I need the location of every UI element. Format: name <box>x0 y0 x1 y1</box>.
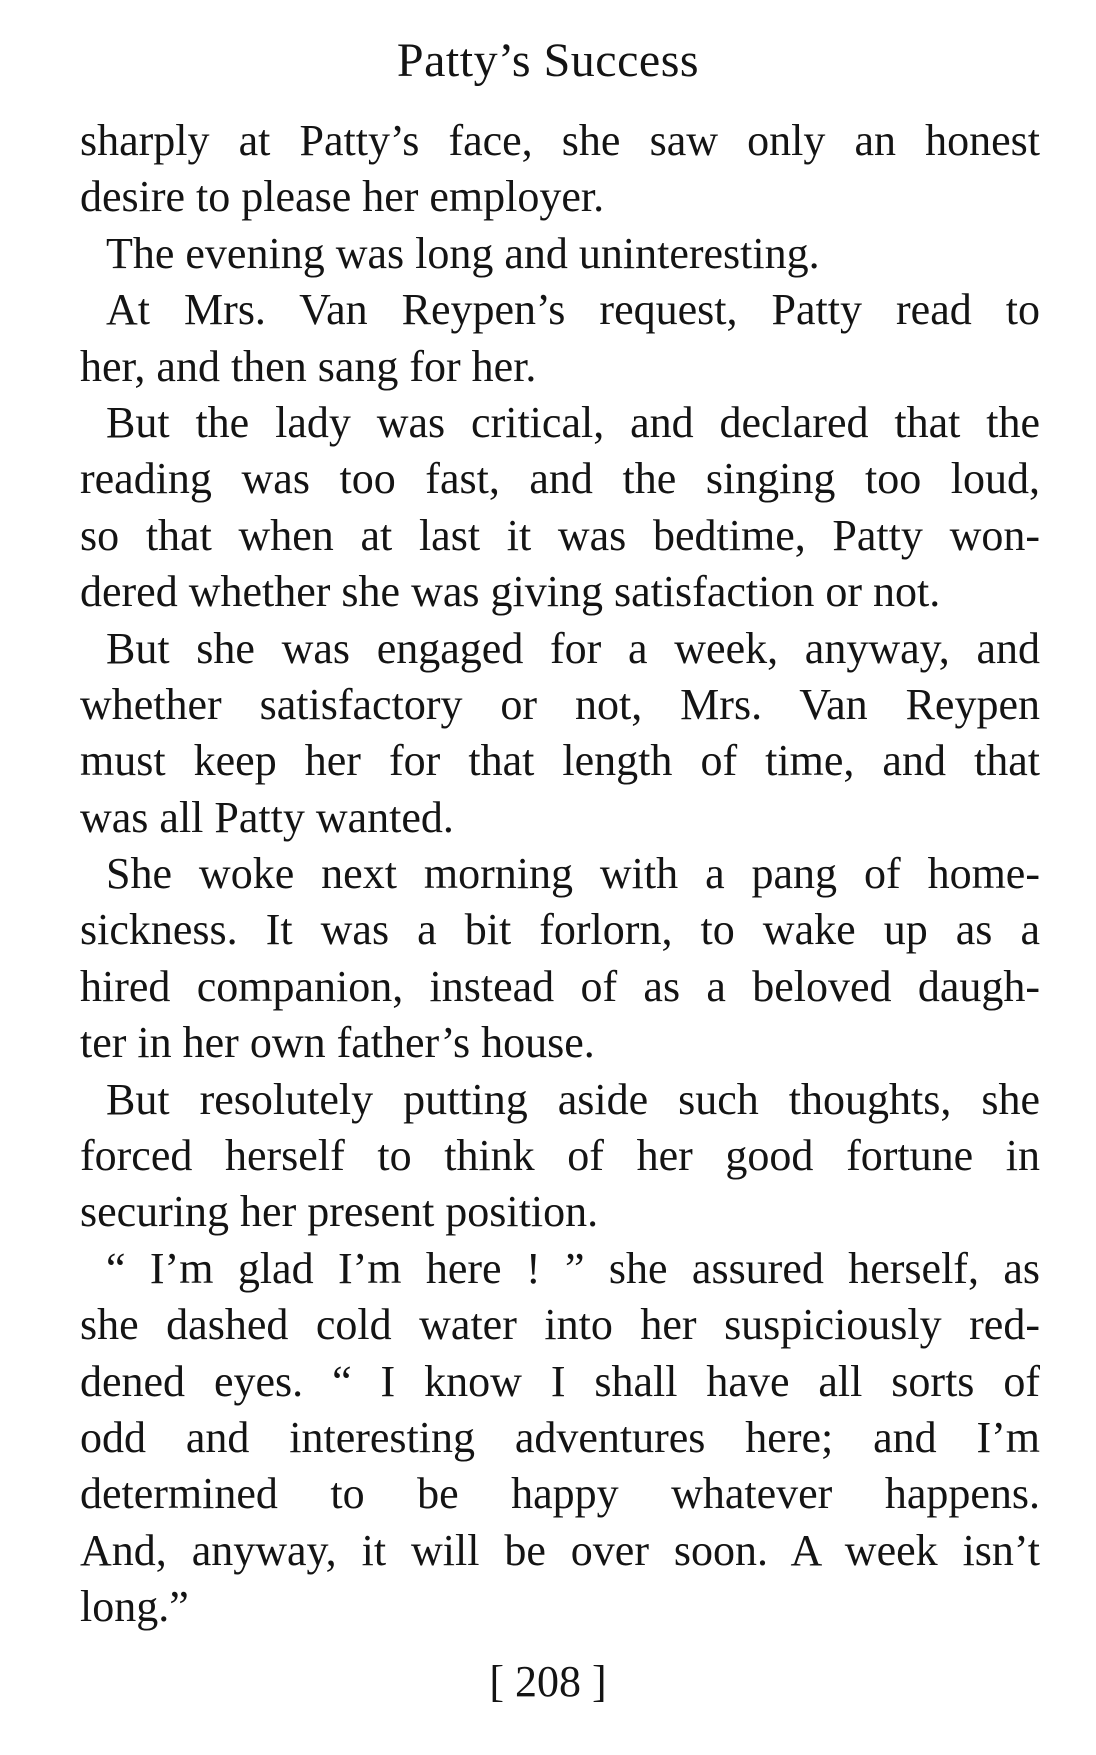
text-line: At Mrs. Van Reypen’s request, Patty read to <box>106 285 1040 335</box>
text-line: But she was engaged for a week, anyway, and <box>106 623 1040 673</box>
text-line: long.” <box>80 1582 189 1632</box>
text-line: desire to please her employer. <box>80 172 605 222</box>
text-line: She woke next morning with a pang of home- <box>106 849 1040 899</box>
text-line: The evening was long and uninteresting. <box>106 228 820 278</box>
text-line: sharply at Patty’s face, she saw only an honest <box>80 116 1040 165</box>
text-line: “ I’m glad I’m here ! ” she assured herself, as <box>106 1243 1040 1293</box>
body-text <box>80 113 1040 1636</box>
page-number: [ 208 ] <box>489 1657 607 1706</box>
text-line: forced herself to think of her good fortune in <box>80 1131 1040 1181</box>
text-line: securing her present position. <box>80 1187 599 1237</box>
text-line: reading was too fast, and the singing too loud, <box>80 454 1040 504</box>
text-line: dened eyes. “ I know I shall have all sorts of <box>80 1356 1040 1406</box>
text-line: determined to be happy whatever happens. <box>80 1469 1040 1519</box>
text-line: odd and interesting adventures here; and I’m <box>80 1412 1040 1462</box>
text-line: And, anyway, it will be over soon. A week isn’t <box>80 1525 1040 1575</box>
text-line: she dashed cold water into her suspiciously red- <box>80 1300 1040 1350</box>
text-line: whether satisfactory or not, Mrs. Van Reypen <box>80 679 1040 729</box>
running-head: Patty’s Success <box>396 34 700 87</box>
text-line: must keep her for that length of time, and that <box>80 736 1040 786</box>
text-line: But resolutely putting aside such thoughts, she <box>106 1074 1040 1124</box>
text-line: But the lady was critical, and declared that the <box>106 397 1040 447</box>
text-line: dered whether she was giving satisfaction or not. <box>80 567 941 617</box>
text-line: ter in her own father’s house. <box>80 1018 595 1068</box>
text-line: so that when at last it was bedtime, Patty won- <box>80 510 1040 560</box>
text-line: her, and then sang for her. <box>80 341 537 391</box>
text-line: was all Patty wanted. <box>80 792 454 842</box>
text-line: sickness. It was a bit forlorn, to wake up as a <box>80 905 1040 955</box>
text-line: hired companion, instead of as a beloved daugh- <box>80 961 1040 1011</box>
